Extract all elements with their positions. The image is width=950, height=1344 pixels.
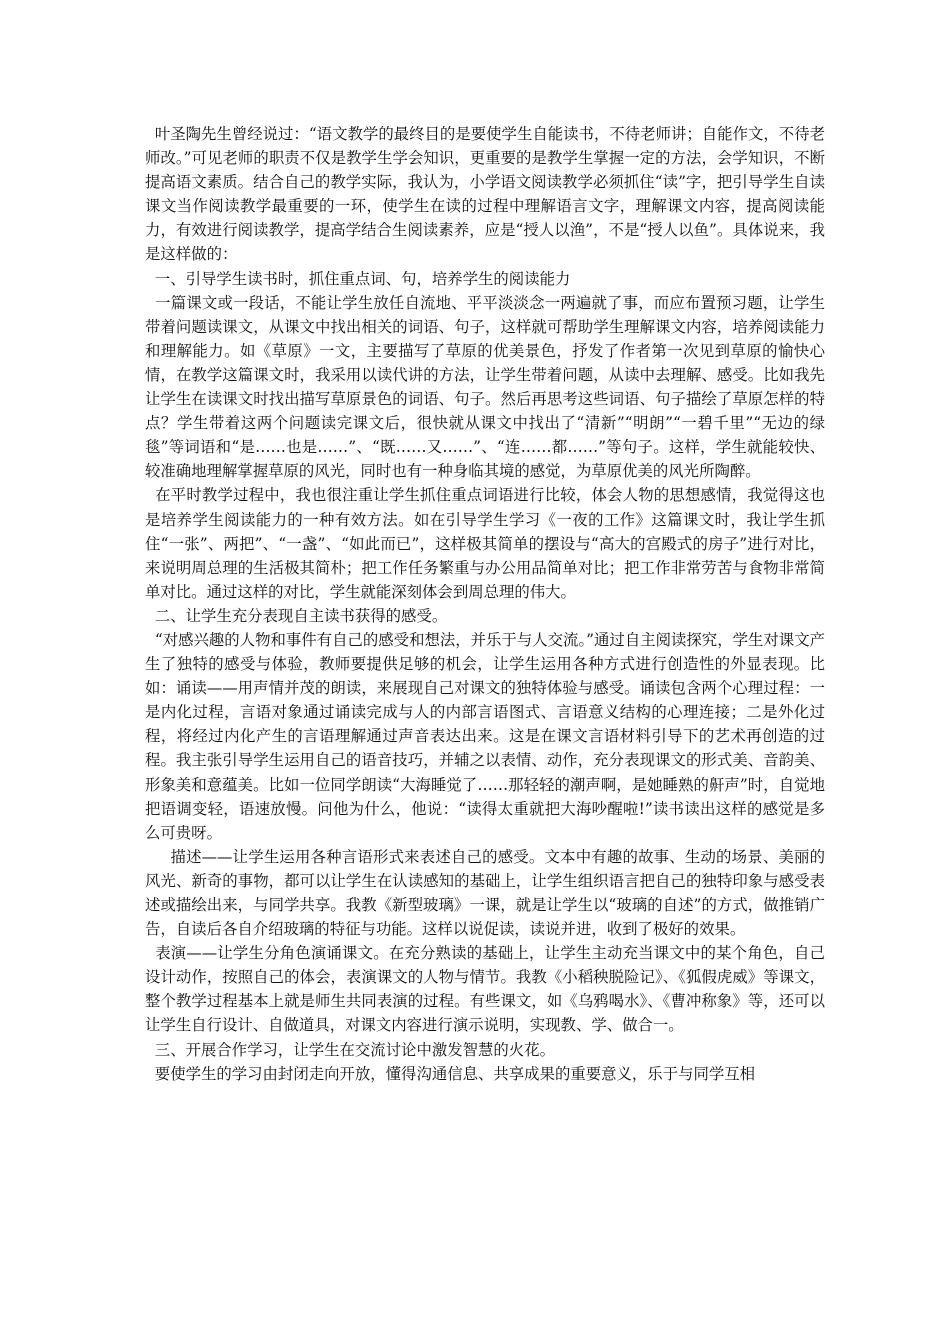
section-heading-3: 三、开展合作学习，让学生在交流讨论中激发智慧的火花。 <box>145 1040 555 1059</box>
section-heading-1: 一、引导学生读书时，抓住重点词、句，培养学生的阅读能力 <box>145 269 571 288</box>
intro-paragraph: 叶圣陶先生曾经说过：“语文教学的最终目的是要使学生自能读书，不待老师讲；自能作文，不待老师改。”可见老师的职责不仅是教学生学会知识，更重要的是教学生掌握一定的方法，会学知识，不断提高语文素质。结合自己的教学实际，我认为，小学语文阅读教学必须抓住“读”字，把引导学生自读课文当作阅读教学最重要的一环，使学生在读的过程中理解语言文字，理解课文内容，提高阅读能力，有效进行阅读教学，提高学结合生阅读素养，应是“授人以渔”，不是“授人以鱼”。具体说来，我是这样做的： <box>145 125 825 264</box>
section-heading-2: 二、让学生充分表现自主读书获得的感受。 <box>145 606 448 625</box>
body-paragraph: 一篇课文或一段话，不能让学生放任自流地、平平淡淡念一两遍就了事，而应布置预习题，让学生带着问题读课文，从课文中找出相关的词语、句子，这样就可帮助学生理解课文内容，培养阅读能力和理解能力。如《草原》一文，主要描写了草原的优美景色，抒发了作者第一次见到草原的愉快心情，在教学这篇课文时，我采用以读代讲的方法，让学生带着问题，从读中去理解、感受。比如我先让学生在读课文时找出描写草原景色的词语、句子。然后再思考这些词语、句子描绘了草原怎样的特点？学生带着这两个问题读完课文后，很快就从课文中找出了“清新”“明朗”“一碧千里”“无边的绿毯”等词语和“是……也是……”、“既……又……”、“连……都……”等句子。这样，学生就能较快、较准确地理解掌握草原的风光，同时也有一种身临其境的感觉，为草原优美的风光所陶醉。 <box>145 293 825 481</box>
body-paragraph: 描述——让学生运用各种言语形式来表述自己的感受。文本中有趣的故事、生动的场景、美丽的风光、新奇的事物，都可以让学生在认读感知的基础上，让学生组织语言把自己的独特印象与感受表述或描绘出来，与同学共享。我教《新型玻璃》一课，就是让学生以“玻璃的自述”的方式，做推销广告，自读后各自介绍玻璃的特征与功能。这样以说促读，读说并进，收到了极好的效果。 <box>145 847 825 939</box>
document-body <box>145 122 825 1086</box>
body-paragraph: 表演——让学生分角色演诵课文。在充分熟读的基础上，让学生主动充当课文中的某个角色，自己设计动作，按照自己的体会，表演课文的人物与情节。我教《小稻秧脱险记》、《狐假虎威》等课文，整个教学过程基本上就是师生共同表演的过程。有些课文，如《乌鸦喝水》、《曹冲称象》等，还可以让学生自行设计、自做道具，对课文内容进行演示说明，实现教、学、做合一。 <box>145 944 825 1035</box>
body-paragraph: 要使学生的学习由封闭走向开放，懂得沟通信息、共享成果的重要意义，乐于与同学互相 <box>145 1064 756 1083</box>
body-paragraph: 在平时教学过程中，我也很注重让学生抓住重点词语进行比较，体会人物的思想感情，我觉得这也是培养学生阅读能力的一种有效方法。如在引导学生学习《一夜的工作》这篇课文时，我让学生抓住“一张”、两把”、“一盏”、“如此而已”，这样极其简单的摆设与“高大的宫殿式的房子”进行对比，来说明周总理的生活极其简朴；把工作任务繁重与办公用品简单对比；把工作非常劳苦与食物非常简单对比。通过这样的对比，学生就能深刻体会到周总理的伟大。 <box>145 486 825 601</box>
body-paragraph: “对感兴趣的人物和事件有自己的感受和想法，并乐于与人交流。”通过自主阅读探究，学生对课文产生了独特的感受与体验，教师要提供足够的机会，让学生运用各种方式进行创造性的外显表现。比如：诵读——用声情并茂的朗读，来展现自己对课文的独特体验与感受。诵读包含两个心理过程：一是内化过程，言语对象通过诵读完成与人的内部言语图式、言语意义结构的心理连接；二是外化过程，将经过内化产生的言语理解通过声音表达出来。这是在课文言语材料引导下的艺术再创造的过程。我主张引导学生运用自己的语音技巧，并辅之以表情、动作，充分表现课文的形式美、音韵美、形象美和意蕴美。比如一位同学朗读“大海睡觉了……那轻轻的潮声啊，是她睡熟的鼾声”时，自觉地把语调变轻，语速放慢。问他为什么，他说：“读得太重就把大海吵醒啦!”读书读出这样的感觉是多么可贵呀。 <box>145 630 825 842</box>
